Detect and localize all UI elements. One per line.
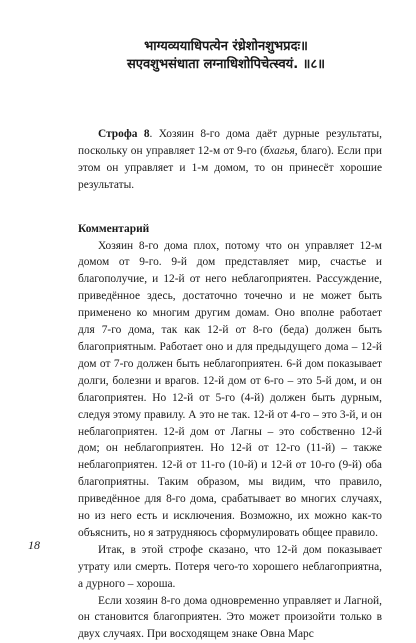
- commentary-paragraph-3: Если хозяин 8-го дома одновременно управляет и Лагной, он становится благоприятен. Это может произойти только в двух случаях. При восходящем знаке Овна Марс: [78, 594, 382, 641]
- strofa-paragraph: [78, 126, 382, 194]
- strofa-label: Строфа 8: [98, 128, 150, 140]
- strofa-italic-term: бхагья: [263, 144, 295, 157]
- strofa-text-start: . Хозяин 8-го дома даёт дурные результаты, поскольку он управляет 12-м от 9-го (: [78, 128, 382, 157]
- commentary-paragraph-1: Хозяин 8-го дома плох, потому что он управляет 12-м домом от 9-го. 9-й дом представляет мир, счастье и благополучие, и 12-й от него неблагоприятен. Рассуждение, приведённое здесь, достаточно точечно и не может быть применено ко многим другим домам. Оно вполне работает для 7-го дома, так как 12-й от 8-го (беда) должен быть благоприятным. Работает оно и для предыдущего дома – 12-й дом от 7-го должен быть неблагоприятен. 6-й дом показывает долги, болезни и врагов. 12-й дом от 6-го – это 5-й дом, и он благоприятен. Но 12-й от 5-го (4-й) должен быть дурным, следуя этому правилу. А это не так. 12-й от 4-го – это 3-й, и он неблагоприятен. 12-й дом от Лагны – это собственно 12-й дом; он неблагоприятен. Но 12-й от 12-го (11-й) – также неблагоприятен. 12-й от 11-го (10-й) и 12-й от 10-го (9-й) оба благоприятны. Таким образом, мы видим, что правило, приведённое для 8-го дома, срабатывает во многих случаях, но из него есть и исключения. Возможно, их можно как-то объяснить, но я затрудняюсь сформулировать общее правило.: [78, 239, 382, 539]
- sanskrit-line-2: सएवशुभसंधाता लग्नाधिशोपिचेत्स्वयं. ॥८॥: [126, 57, 326, 72]
- sanskrit-verse: [70, 38, 382, 74]
- commentary-heading: Комментарий: [78, 222, 150, 235]
- commentary-paragraph-2: Итак, в этой строфе сказано, что 12-й дом показывает утрату или смерть. Потеря чего-то хорошего неблагоприятна, а дурного – хороша.: [78, 543, 382, 590]
- sanskrit-line-1: भाग्यव्ययाधिपत्येन रंध्रेशोनशुभप्रदः॥: [144, 39, 308, 54]
- strofa-text-end: , благо). Если при этом он управляет и 1-м домом, то он принесёт хорошие результаты.: [78, 144, 382, 191]
- page-number: 18: [28, 538, 40, 552]
